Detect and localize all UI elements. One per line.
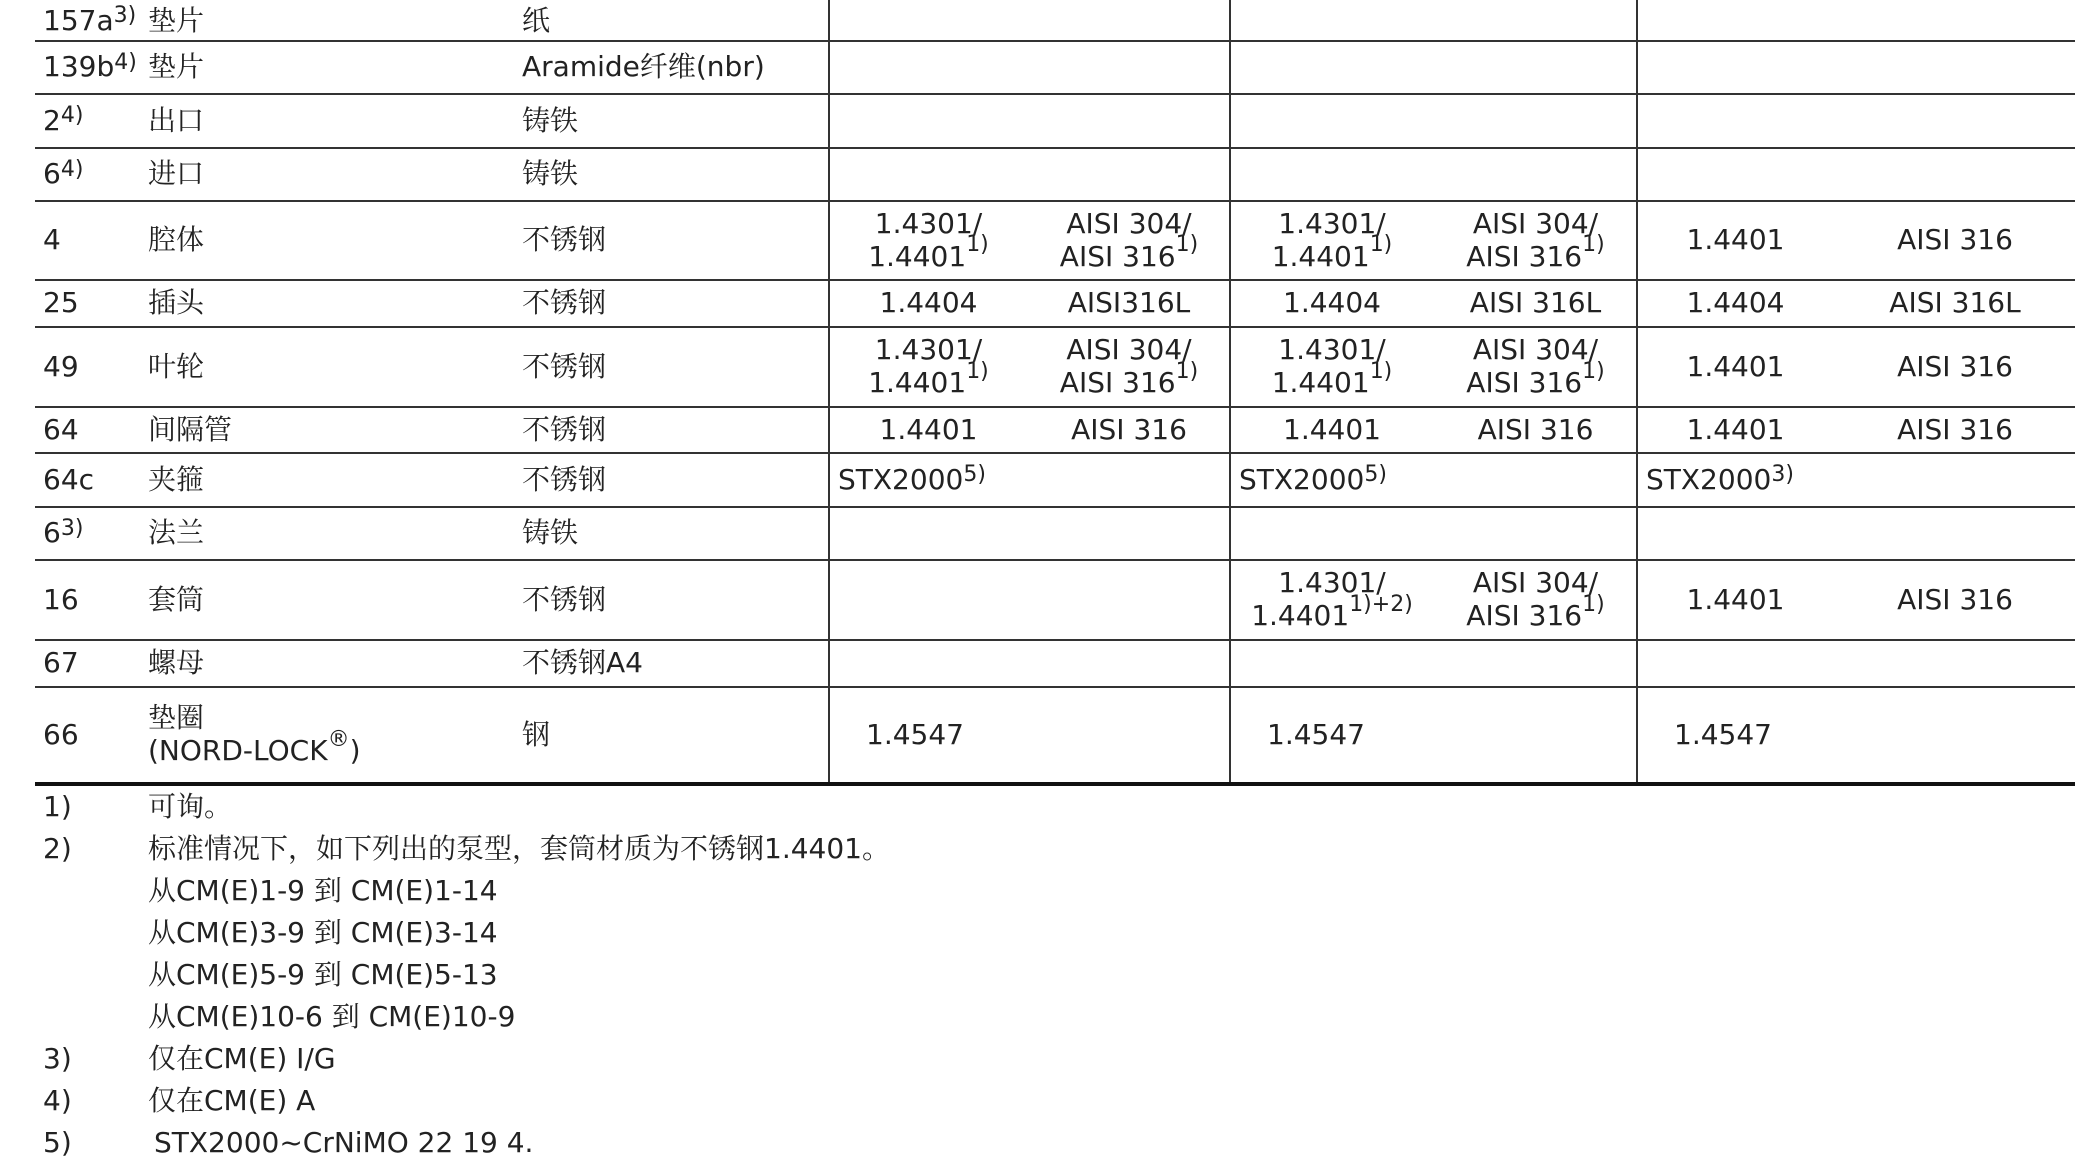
part-number: 49: [43, 349, 79, 383]
spec-cell: [1029, 200, 1229, 279]
spec-value: AISI 316L: [1469, 286, 1602, 319]
spec-cell: [1229, 326, 1435, 406]
part-number-cell: 139b $^{4)}$: [43, 49, 137, 83]
spec-value: 1.4401: [1251, 599, 1350, 632]
part-name: 法兰: [148, 516, 205, 549]
part-name: 垫片: [148, 3, 205, 37]
spec-cell: [1435, 200, 1636, 279]
spec-value-line2: [1271, 358, 1393, 399]
spec-cell: [1835, 326, 2075, 406]
spec-cell: [1636, 559, 1835, 639]
part-name-cell: [148, 0, 508, 40]
spec-cell: [1029, 326, 1229, 406]
spec-cell: [828, 406, 1029, 452]
material-cell: [522, 0, 822, 40]
part-name-brand-end: ): [349, 734, 361, 767]
part-number-cell: 6 $^{4)}$: [43, 156, 84, 190]
material: 铸铁: [522, 103, 579, 137]
group-spec-cell: STX2000 $^{5)}$: [838, 462, 986, 496]
spec-value: AISI 316: [1059, 239, 1176, 273]
material: 不锈钢: [522, 582, 607, 616]
part-number: 66: [43, 717, 79, 751]
part-name: 螺母: [148, 646, 205, 679]
material: 不锈钢: [522, 349, 607, 383]
spec-value: 1.4401: [868, 239, 967, 273]
material-cell: [522, 40, 822, 93]
spec-value: 1.4547: [1674, 717, 1772, 751]
part-number-cell: [43, 639, 143, 686]
part-number: 6: [43, 157, 61, 190]
spec-value: 1.4401: [868, 366, 967, 399]
part-name-cell: [148, 40, 508, 93]
footnote-text: 从CM(E)5-9 到 CM(E)5-13: [148, 958, 498, 991]
part-name-cell: [148, 279, 508, 326]
spec-cell: [1229, 200, 1435, 279]
spec-value-line2: [1059, 232, 1199, 273]
spec-cell: [1636, 279, 1835, 326]
part-number-cell: [43, 326, 143, 406]
material-cell: [522, 639, 822, 686]
material-cell: [522, 452, 822, 506]
spec-value-line2: [1466, 591, 1605, 632]
spec-value: 1.4404: [1686, 286, 1785, 319]
spec-value: 1.4401: [1271, 239, 1370, 273]
spec-value: AISI 316: [1897, 582, 2013, 616]
part-number: 4: [43, 223, 61, 256]
part-number-cell: [43, 406, 143, 452]
spec-value: AISI 316: [1897, 412, 2013, 446]
spec-value: AISI 304/: [1066, 333, 1192, 366]
spec-value: 1.4401: [879, 412, 978, 446]
group-spec-cell: [1267, 686, 1636, 782]
spec-value: AISI 316: [1466, 239, 1583, 273]
spec-cell: [1636, 200, 1835, 279]
footnote-text: STX2000~CrNiMO 22 19 4.: [154, 1126, 534, 1159]
material-cell: [522, 326, 822, 406]
spec-value: AISI 304/: [1472, 566, 1599, 599]
spec-value: 1.4401: [1686, 412, 1785, 446]
part-number-cell: 2 $^{4)}$: [43, 103, 84, 137]
spec-value: 1.4401: [1686, 582, 1785, 616]
part-name-brand: (NORD-LOCK: [148, 734, 328, 767]
spec-value-line2: [1466, 358, 1605, 399]
spec-value: 1.4301/: [1278, 333, 1386, 366]
spec-value: STX2000: [1239, 462, 1365, 496]
part-name: 叶轮: [148, 349, 205, 383]
spec-cell: [1029, 406, 1229, 452]
part-name-cell: [148, 326, 508, 406]
part-name-cell: [148, 506, 508, 559]
spec-cell: [1435, 406, 1636, 452]
material: 铸铁: [522, 516, 579, 549]
spec-cell: [1029, 279, 1229, 326]
footnote-text: 仅在CM(E) I/G: [148, 1042, 336, 1075]
part-number: 64c: [43, 462, 95, 496]
part-number: 139b: [43, 50, 115, 83]
spec-value: 1.4401: [1686, 349, 1785, 383]
part-number-cell: [43, 452, 143, 506]
part-number: 25: [43, 286, 79, 319]
spec-value: AISI 316: [1477, 412, 1594, 446]
part-number: 64: [43, 412, 79, 446]
footnote-mark: 5): [43, 1126, 72, 1159]
part-name: 套筒: [148, 582, 205, 616]
spec-value: AISI 316: [1071, 412, 1187, 446]
group-spec-cell: STX2000 $^{3)}$: [1646, 462, 1794, 496]
material: 钢: [522, 717, 551, 751]
group-spec-cell: STX2000 $^{5)}$: [1239, 462, 1387, 496]
material-cell: [522, 93, 822, 147]
material-cell: [522, 200, 822, 279]
spec-value: AISI 304/: [1472, 206, 1599, 240]
part-number-cell: [43, 279, 143, 326]
material-cell: [522, 147, 822, 200]
part-number: 16: [43, 582, 79, 616]
spec-value: AISI 316L: [1889, 286, 2021, 319]
part-number-cell: 6 $^{3)}$: [43, 515, 84, 549]
spec-value-line2: [1059, 358, 1199, 399]
part-number: 6: [43, 516, 61, 549]
group-spec-cell: [866, 686, 1229, 782]
footnote-ref: 1): [1175, 358, 1199, 384]
part-name-cell: [148, 200, 508, 279]
spec-value: 1.4401: [1271, 366, 1370, 399]
spec-value: 1.4301/: [874, 333, 983, 366]
spec-value: 1.4547: [866, 717, 964, 751]
spec-value: 1.4547: [1267, 717, 1365, 751]
spec-value-line2: [1466, 232, 1605, 273]
spec-value: AISI 316: [1466, 599, 1583, 632]
footnote-text: 可询。: [148, 790, 233, 823]
footnote-text: 从CM(E)3-9 到 CM(E)3-14: [148, 916, 498, 949]
spec-cell: [1835, 200, 2075, 279]
part-name-cell: [148, 559, 508, 639]
footnote-ref: 1): [1582, 358, 1605, 384]
part-name-line2: [148, 726, 361, 767]
material: 不锈钢: [522, 462, 607, 496]
spec-value-line2: [1251, 591, 1413, 632]
part-name-cell: [148, 147, 508, 200]
part-number: 67: [43, 646, 79, 679]
spec-value: AISI 316: [1897, 349, 2013, 383]
part-number: 2: [43, 103, 61, 137]
part-number-cell: [43, 559, 143, 639]
footnote-ref: 1): [1369, 358, 1393, 384]
footnote-mark: 1): [43, 790, 72, 823]
part-name: 进口: [148, 157, 205, 190]
footnote-text: 从CM(E)10-6 到 CM(E)10-9: [148, 1000, 516, 1033]
spec-cell: [1835, 406, 2075, 452]
spec-value: AISI 316: [1059, 366, 1176, 399]
spec-cell: [828, 279, 1029, 326]
spec-cell: [1435, 559, 1636, 639]
spec-cell: [1435, 326, 1636, 406]
spec-value: AISI 304/: [1066, 206, 1192, 240]
spec-cell: [828, 200, 1029, 279]
footnote-ref: 1): [966, 358, 989, 384]
spec-cell: [1229, 559, 1435, 639]
footnote-ref: 1): [1582, 232, 1605, 258]
part-name: 腔体: [148, 223, 205, 256]
spec-value: AISI316L: [1067, 286, 1191, 319]
footnote-ref: 1): [1369, 232, 1393, 258]
footnote-text: 从CM(E)1-9 到 CM(E)1-14: [148, 874, 498, 907]
row-divider: [35, 782, 2075, 786]
spec-value-line2: [1271, 232, 1393, 273]
spec-value-line2: [868, 232, 989, 273]
part-number-cell: [43, 686, 143, 782]
material: 不锈钢: [522, 286, 607, 319]
footnote-mark: 2): [43, 832, 72, 865]
footnote-ref: 1)+2): [1349, 591, 1413, 617]
footnote-ref: 1): [966, 232, 989, 258]
part-name: 垫圈: [148, 701, 205, 734]
footnote-ref: 1): [1582, 591, 1605, 617]
spec-cell: [1835, 559, 2075, 639]
part-name-cell: [148, 686, 508, 782]
material: 不锈钢: [522, 412, 607, 446]
spec-value: 1.4301/: [874, 206, 983, 240]
part-name: 插头: [148, 286, 205, 319]
spec-cell: [1835, 279, 2075, 326]
spec-cell: [1229, 279, 1435, 326]
spec-value: 1.4401: [1686, 223, 1785, 256]
material-cell: [522, 686, 822, 782]
material: 不锈钢: [522, 223, 607, 256]
spec-cell: [828, 326, 1029, 406]
material-cell: [522, 406, 822, 452]
spec-value: 1.4401: [1283, 412, 1381, 446]
spec-value: STX2000: [838, 462, 964, 496]
part-name-cell: [148, 93, 508, 147]
part-number-cell: 157a $^{3)}$: [43, 3, 137, 37]
material-cell: [522, 279, 822, 326]
footnote-ref: 1): [1175, 232, 1199, 258]
material-cell: [522, 506, 822, 559]
spec-value: STX2000: [1646, 462, 1772, 496]
part-name: 夹箍: [148, 462, 205, 496]
material-cell: [522, 559, 822, 639]
spec-value: AISI 304/: [1472, 333, 1599, 366]
material: 纸: [522, 3, 551, 37]
footnote-text: 仅在CM(E) A: [148, 1084, 316, 1117]
footnote-mark: 3): [43, 1042, 72, 1075]
spec-value: 1.4404: [1283, 286, 1381, 319]
part-name: 间隔管: [148, 412, 233, 446]
spec-cell: [1229, 406, 1435, 452]
footnote-mark: 4): [43, 1084, 72, 1117]
spec-value: 1.4301/: [1278, 566, 1386, 599]
material: Aramide纤维(nbr): [522, 50, 765, 83]
material: 铸铁: [522, 157, 579, 190]
part-name-cell: [148, 452, 508, 506]
part-name: 垫片: [148, 50, 205, 83]
spec-value: AISI 316: [1466, 366, 1583, 399]
spec-value: 1.4404: [879, 286, 978, 319]
registered-mark: ®: [327, 726, 350, 752]
spec-cell: [1435, 279, 1636, 326]
part-number-cell: [43, 200, 143, 279]
part-name: 出口: [148, 103, 205, 137]
spec-value: 1.4301/: [1278, 206, 1386, 240]
group-spec-cell: [1674, 686, 2075, 782]
footnote-text: 标准情况下，如下列出的泵型，套筒材质为不锈钢1.4401。: [148, 832, 890, 865]
material: 不锈钢A4: [522, 646, 643, 679]
part-name-cell: [148, 639, 508, 686]
part-number: 157a: [43, 3, 114, 37]
spec-cell: [1636, 406, 1835, 452]
spec-value: AISI 316: [1897, 223, 2013, 256]
spec-value-line2: [868, 358, 989, 399]
spec-cell: [1636, 326, 1835, 406]
part-name-cell: [148, 406, 508, 452]
